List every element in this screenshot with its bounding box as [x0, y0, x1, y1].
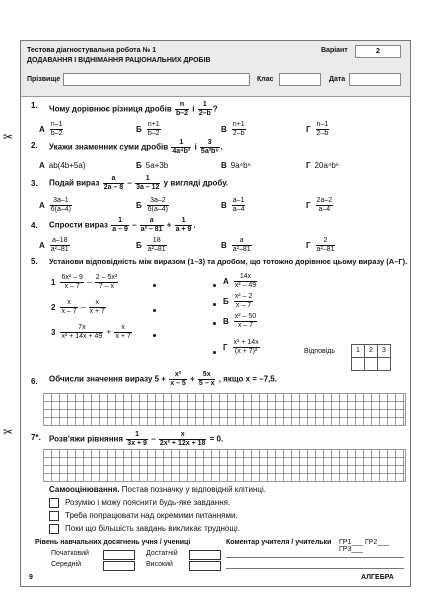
q1-option-d[interactable]: Г $\frac{n-1}{2-b}$: [306, 121, 329, 137]
q4-option-b[interactable]: Б $\frac{18}{\text{a²–81}}$: [136, 237, 166, 253]
q3-number: 3.: [31, 179, 38, 188]
level-initial[interactable]: Початковий: [51, 550, 89, 557]
q2-option-b[interactable]: Б 5a+3b: [136, 161, 169, 170]
q5-text: Установи відповідність між виразом (1–3) та дробом, що тотожно дорівнює цьому виразу (А–Г).: [49, 257, 408, 266]
q5-frac-b: Б $\frac{\text{x² – 2}}{x - 7}$: [223, 293, 253, 309]
q4-number: 4.: [31, 221, 38, 230]
self-option-1[interactable]: Розумію і можу пояснити будь-яке завдання.: [49, 498, 230, 508]
teacher-comment-label: Коментар учителя / учительки: [226, 539, 332, 546]
worksheet: [20, 40, 411, 587]
level-high-box[interactable]: [189, 561, 221, 571]
match-dot-c[interactable]: [213, 322, 216, 325]
teacher-groups: ГР1___ ГР2___ ГР3___: [339, 539, 390, 553]
q1-option-c[interactable]: В $\frac{n+1}{2-b}$: [221, 121, 245, 137]
level-average-box[interactable]: [103, 561, 135, 571]
q2-option-c[interactable]: В 9a⁴b⁶: [221, 161, 251, 170]
q6-number: 6.: [31, 377, 38, 386]
level-average[interactable]: Середній: [51, 561, 81, 568]
q3-option-c[interactable]: В $\frac{a-1}{a-4}$: [221, 197, 245, 213]
variant-value: 2: [355, 45, 401, 58]
surname-label: Прізвище: [27, 76, 61, 83]
test-title: Тестова діагностувальна робота № 1: [27, 47, 157, 54]
q4-text: Спрости вираз $\frac{1}{a - 9}$ – $\frac{a}{\text{a² – 81}}$ + $\frac{1}{a + 9}$ .: [49, 217, 196, 233]
level-high[interactable]: Високий: [146, 561, 173, 568]
surname-field[interactable]: [63, 73, 250, 86]
q7-answer-grid[interactable]: [43, 449, 406, 482]
match-dot-3[interactable]: [153, 334, 156, 337]
answer-cell-3: 3: [377, 344, 391, 358]
q5-frac-c: В $\frac{\text{x² – 50}}{x - 7}$: [223, 313, 257, 329]
q5-frac-a: А $\frac{14x}{\text{x² – 49}}$: [223, 273, 257, 289]
page-number: 9: [29, 574, 33, 581]
scissors-icon: ✂: [3, 130, 14, 144]
q4-option-a[interactable]: А $\frac{a-18}{\text{a²–81}}$: [39, 237, 69, 253]
level-sufficient[interactable]: Достатній: [146, 550, 178, 557]
q3-option-b[interactable]: Б $\frac{3a-2}{6(a-4)}$: [136, 197, 168, 213]
self-option-2[interactable]: Треба попрацювати над окремими питаннями.: [49, 511, 238, 521]
self-option-3[interactable]: Поки що більшість завдань викликає труднощі.: [49, 524, 240, 534]
q1-option-b[interactable]: Б $\frac{n+1}{b-2}$: [136, 121, 160, 137]
answer-input-3[interactable]: [377, 357, 391, 371]
q5-frac-d: Г $\frac{\text{x² + 14x}}{\text{(x + 7)²}}$: [223, 339, 259, 355]
answer-cell-1: 1: [351, 344, 365, 358]
q3-option-a[interactable]: А $\frac{3a-1}{6(a-4)}$: [39, 197, 72, 213]
q2-option-a[interactable]: А ab(4b+5a): [39, 161, 86, 170]
q3-option-d[interactable]: Г $\frac{2a-2}{a-4}$: [306, 197, 333, 213]
q2-option-d[interactable]: Г 20a⁴b⁶: [306, 161, 340, 170]
q2-text: Укажи знаменник суми дробів $\frac{1}{\text{4a⁴b³}}$ і $\frac{3}{\text{5a³b⁶}}$ .: [49, 139, 223, 155]
level-sufficient-box[interactable]: [189, 550, 221, 560]
q6-answer-grid[interactable]: [43, 393, 406, 426]
answer-label: Відповідь: [304, 348, 335, 355]
test-subtitle: ДОДАВАННЯ І ВІДНІМАННЯ РАЦІОНАЛЬНИХ ДРОБІВ: [27, 57, 211, 64]
class-label: Клас: [257, 76, 274, 83]
q7-number: 7*.: [31, 433, 41, 442]
q4-option-d[interactable]: Г $\frac{2}{\text{a²–81}}$: [306, 237, 335, 253]
answer-cell-2: 2: [364, 344, 378, 358]
q5-expr-1: 1 $\frac{\text{6x² – 9}}{x - 7}$ – $\frac{\text{2 – 5x²}}{7 - x}$: [51, 274, 118, 290]
comment-line-1[interactable]: [226, 557, 404, 558]
header: [21, 41, 410, 97]
q3-text: Подай вираз $\frac{a}{2a - 8}$ – $\frac{1}{3a - 12}$ у вигляді дробу.: [49, 175, 229, 191]
q1-text: Чому дорівнює різниця дробів $\frac{n}{b-2}$ і $\frac{1}{2-b}$ ?: [49, 101, 218, 117]
date-label: Дата: [329, 76, 346, 83]
q4-option-c[interactable]: В $\frac{a}{\text{a²–81}}$: [221, 237, 251, 253]
level-initial-box[interactable]: [103, 550, 135, 560]
date-field[interactable]: [349, 73, 401, 86]
scissors-icon: ✂: [3, 425, 14, 439]
match-dot-b[interactable]: [213, 303, 216, 306]
answer-input-1[interactable]: [351, 357, 365, 371]
q1-number: 1.: [31, 101, 38, 110]
q5-number: 5.: [31, 257, 38, 266]
class-field[interactable]: [279, 73, 321, 86]
q7-text: Розв'яжи рівняння $\frac{1}{3x + 9}$ – $\frac{x}{\text{2x² + 12x + 18}}$ = 0.: [49, 431, 224, 447]
answer-input-2[interactable]: [364, 357, 378, 371]
subject-label: АЛГЕБРА: [361, 574, 394, 581]
match-dot-1[interactable]: [153, 284, 156, 287]
q5-expr-2: 2 $\frac{x}{x - 7}$ – $\frac{x}{x + 7}$: [51, 299, 105, 315]
match-dot-2[interactable]: [153, 309, 156, 312]
levels-title: Рівень навчальних досягнень учня / учениці: [35, 539, 191, 546]
q5-expr-3: 3 $\frac{7x}{\text{x² + 14x + 49}}$ + $\frac{x}{x + 7}$: [51, 324, 131, 340]
comment-line-2[interactable]: [226, 568, 404, 569]
match-dot-d[interactable]: [213, 351, 216, 354]
q1-option-a[interactable]: А $\frac{n-1}{b-2}$: [39, 121, 63, 137]
q6-text: Обчисли значення виразу 5 + $\frac{\text{x²}}{x - 5}$ + $\frac{5x}{5 - x}$ , якщо x = –7,5.: [49, 371, 277, 387]
variant-label: Варіант: [321, 47, 348, 54]
self-assessment-title: Самооцінювання. Постав позначку у відповідній клітинці.: [49, 485, 266, 494]
q2-number: 2.: [31, 141, 38, 150]
match-dot-a[interactable]: [213, 284, 216, 287]
